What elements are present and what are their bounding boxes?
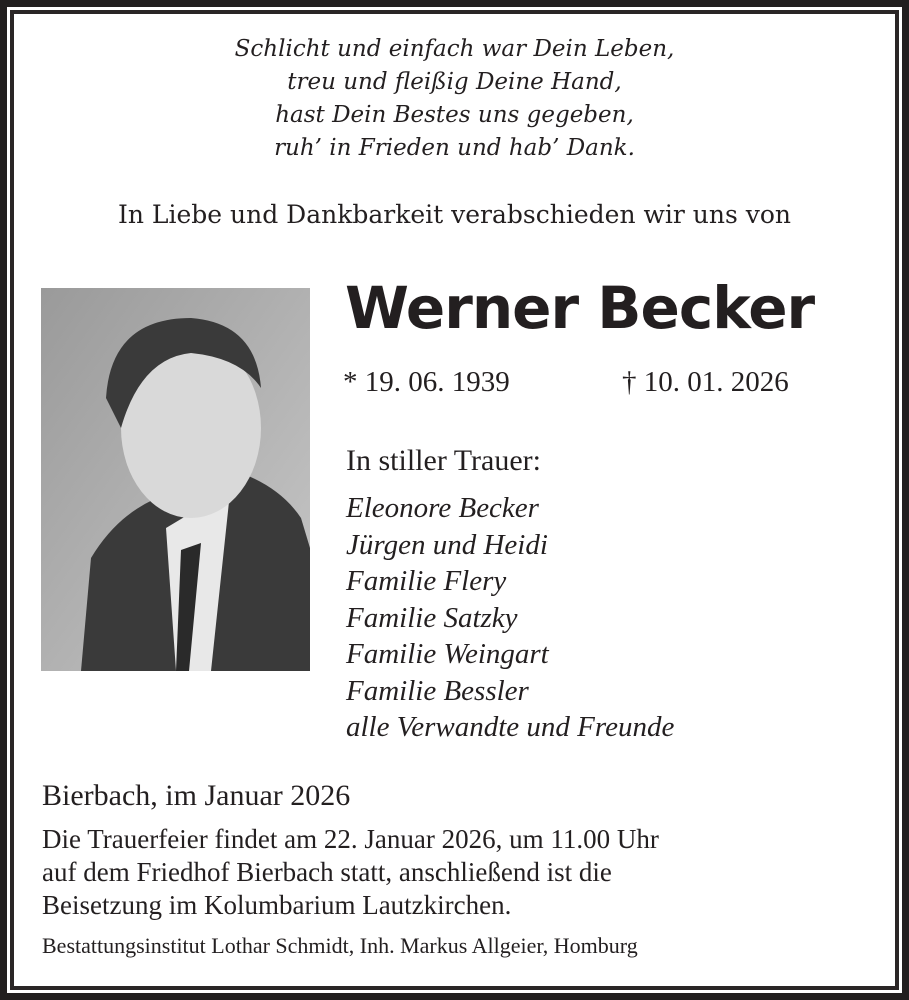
mourners-list	[346, 490, 674, 746]
mourner: Jürgen und Heidi	[346, 528, 548, 561]
mourner: Familie Flery	[346, 565, 507, 597]
ceremony-line: Die Trauerfeier findet am 22. Januar 2026, um 11.00 Uhr	[42, 824, 659, 854]
birth-date: * 19. 06. 1939	[343, 366, 510, 398]
poem-line: Schlicht und einfach war Dein Leben,	[234, 36, 675, 62]
ceremony-line: Beisetzung im Kolumbarium Lautzkirchen.	[42, 890, 512, 920]
mourner: Familie Satzky	[346, 601, 518, 634]
poem	[0, 33, 909, 165]
deceased-name: Werner Becker	[345, 274, 815, 342]
poem-line: ruh’ in Frieden und hab’ Dank.	[274, 135, 635, 161]
funeral-director: Bestattungsinstitut Lothar Schmidt, Inh. Markus Allgeier, Homburg	[42, 933, 638, 958]
death-date: † 10. 01. 2026	[622, 366, 789, 398]
ceremony-info	[42, 823, 659, 922]
mourner: Familie Weingart	[346, 638, 549, 670]
poem-line: treu und fleißig Deine Hand,	[287, 69, 622, 95]
poem-line: hast Dein Bestes uns gegeben,	[275, 102, 634, 128]
portrait-photo	[41, 288, 310, 671]
ceremony-line: auf dem Friedhof Bierbach statt, anschließend ist die	[42, 857, 612, 887]
intro-text: In Liebe und Dankbarkeit verabschieden wir uns von	[117, 200, 792, 229]
mourner: Eleonore Becker	[346, 492, 539, 524]
mourner: Familie Bessler	[346, 674, 529, 707]
place-date: Bierbach, im Januar 2026	[42, 779, 351, 812]
mourning-title: In stiller Trauer:	[346, 444, 541, 477]
mourner: alle Verwandte und Freunde	[346, 711, 675, 743]
